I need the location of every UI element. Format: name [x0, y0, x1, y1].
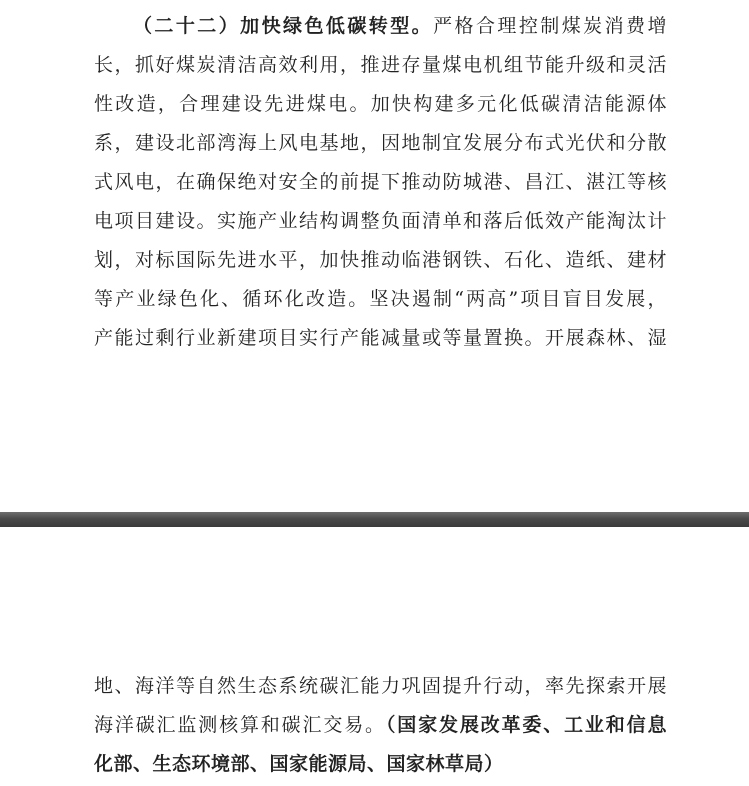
paragraph-line: 电项目建设。实施产业结构调整负面清单和落后低效产能淘汰计	[94, 210, 667, 232]
paragraph-line: 产能过剩行业新建项目实行产能减量或等量置换。开展森林、湿	[94, 327, 667, 349]
paragraph-text: 海洋碳汇监测核算和碳汇交易。	[94, 714, 386, 736]
paragraph-line: 等产业绿色化、循环化改造。坚决遏制“两高”项目盲目发展，	[94, 288, 667, 310]
paragraph-first-line	[133, 7, 667, 45]
paragraph-text: 严格合理控制煤炭消费增	[433, 15, 667, 37]
paragraph-line: 性改造，合理建设先进煤电。加快构建多元化低碳清洁能源体	[94, 93, 667, 115]
responsible-agencies: （国家发展改革委、工业和信息	[385, 714, 667, 736]
page-break-separator	[0, 512, 749, 527]
paragraph-line	[94, 745, 667, 783]
paragraph-line: 系，建设北部湾海上风电基地，因地制宜发展分布式光伏和分散	[94, 132, 667, 154]
paragraph-line: 划，对标国际先进水平，加快推动临港钢铁、石化、造纸、建材	[94, 249, 667, 271]
document-page-bottom	[0, 527, 749, 786]
paragraph-line	[94, 706, 667, 744]
paragraph-line: 长，抓好煤炭清洁高效利用，推进存量煤电机组节能升级和灵活	[94, 54, 667, 76]
paragraph-line: 式风电，在确保绝对安全的前提下推动防城港、昌江、湛江等核	[94, 171, 667, 193]
responsible-agencies: 化部、生态环境部、国家能源局、国家林草局）	[94, 753, 504, 775]
section-heading: （二十二）加快绿色低碳转型。	[133, 15, 434, 37]
paragraph-line: 地、海洋等自然生态系统碳汇能力巩固提升行动，率先探索开展	[94, 675, 667, 697]
